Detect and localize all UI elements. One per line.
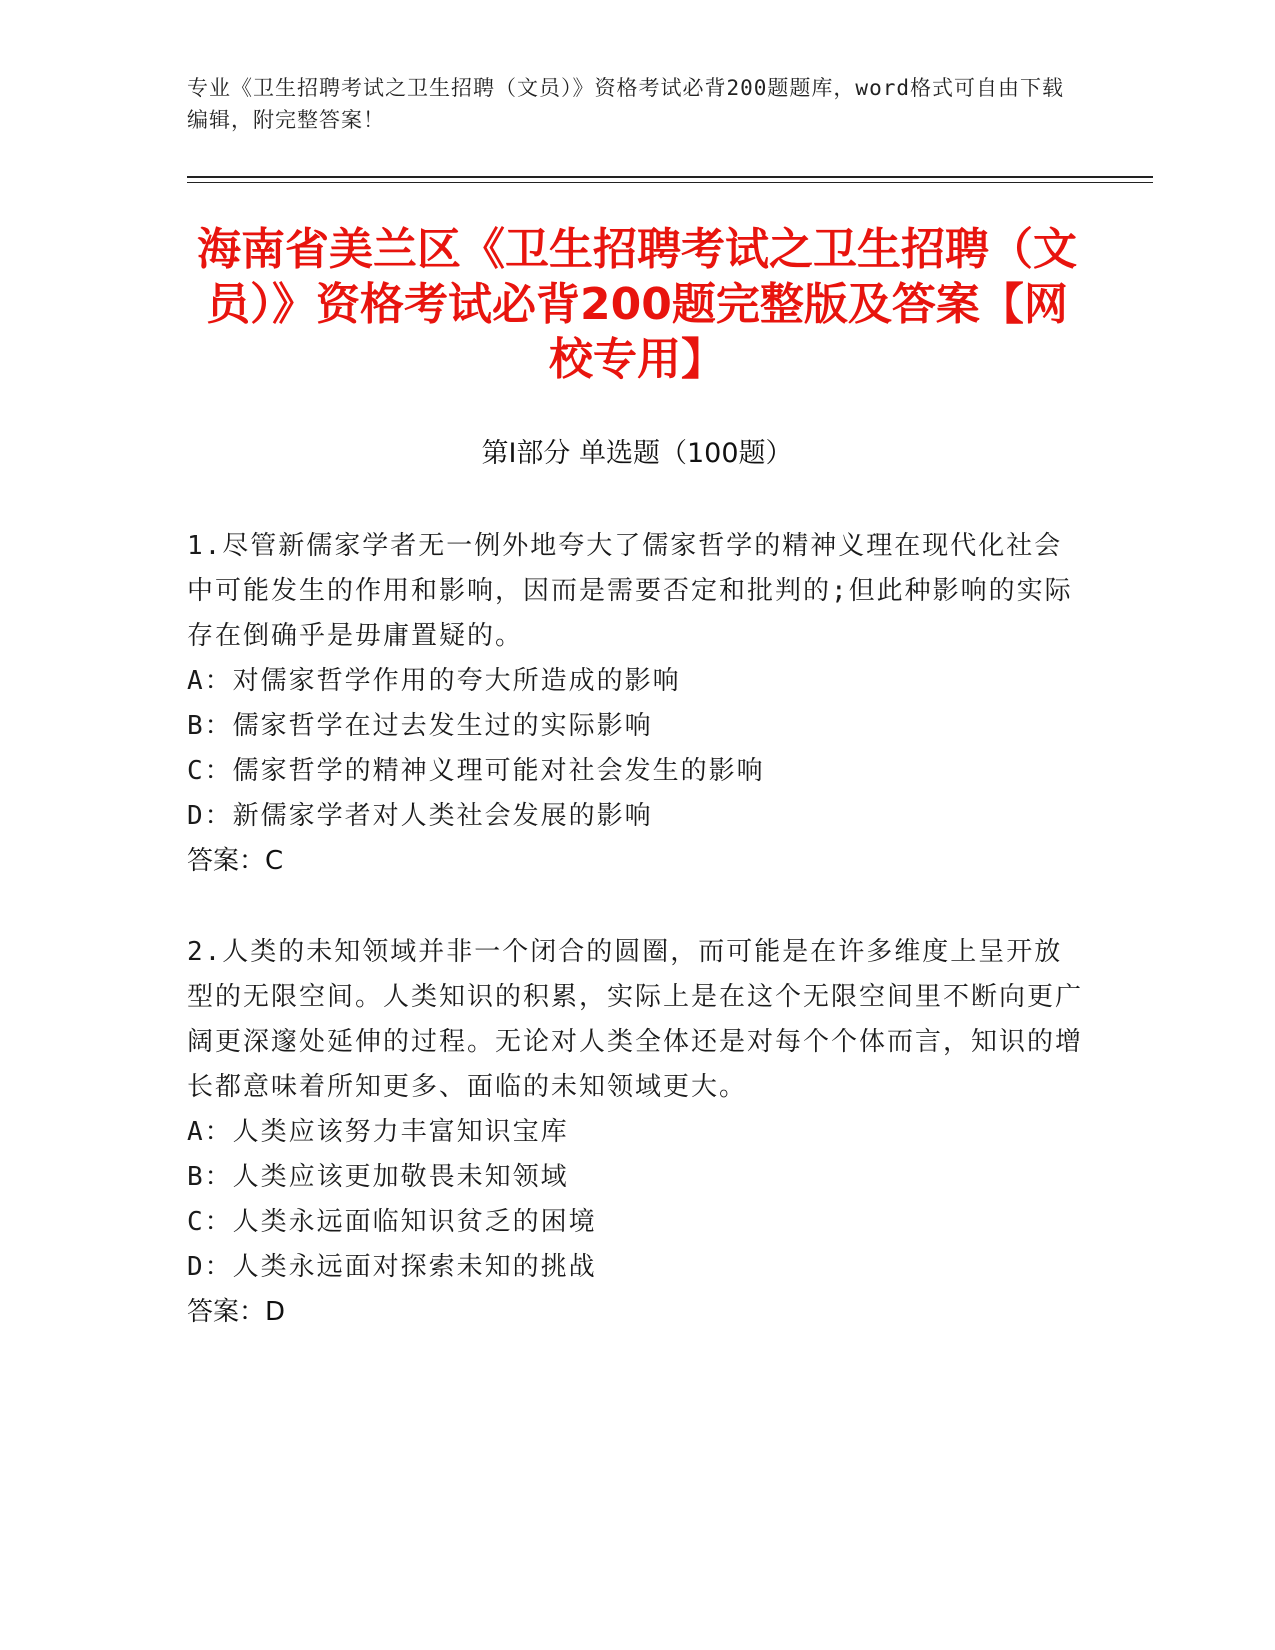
option-b: B：儒家哲学在过去发生过的实际影响 (187, 711, 653, 741)
option-d: D：人类永远面对探索未知的挑战 (187, 1252, 597, 1282)
option-a: A：人类应该努力丰富知识宝库 (187, 1117, 569, 1147)
option-a: A：对儒家哲学作用的夸大所造成的影响 (187, 666, 681, 696)
option-c: C：人类永远面临知识贫乏的困境 (187, 1207, 597, 1237)
header-rule-thick (187, 176, 1153, 178)
question-text: 1.尽管新儒家学者无一例外地夸大了儒家哲学的精神义理在现代化社会中可能发生的作用和影响，因而是需要否定和批判的;但此种影响的实际存在倒确乎是毋庸置疑的。 (187, 531, 1073, 651)
question-2 (187, 930, 1087, 1335)
header-rule-thin (187, 182, 1153, 183)
question-1 (187, 524, 1087, 884)
answer: 答案：C (187, 846, 284, 876)
header-note: 专业《卫生招聘考试之卫生招聘（文员）》资格考试必背200题题库，word格式可自由下载编辑，附完整答案！ (187, 76, 1064, 132)
section-heading: 第I部分 单选题（100题） (481, 438, 793, 469)
document-title: 海南省美兰区《卫生招聘考试之卫生招聘（文员）》资格考试必背200题完整版及答案【网校专用】 (197, 224, 1077, 385)
question-text: 2.人类的未知领域并非一个闭合的圆圈，而可能是在许多维度上呈开放型的无限空间。人类知识的积累，实际上是在这个无限空间里不断向更广阔更深邃处延伸的过程。无论对人类全体还是对每个个体而言，知识的增长都意味着所知更多、面临的未知领域更大。 (187, 937, 1084, 1102)
option-b: B：人类应该更加敬畏未知领域 (187, 1162, 569, 1192)
option-d: D：新儒家学者对人类社会发展的影响 (187, 801, 653, 831)
answer: 答案：D (187, 1297, 286, 1327)
option-c: C：儒家哲学的精神义理可能对社会发生的影响 (187, 756, 765, 786)
